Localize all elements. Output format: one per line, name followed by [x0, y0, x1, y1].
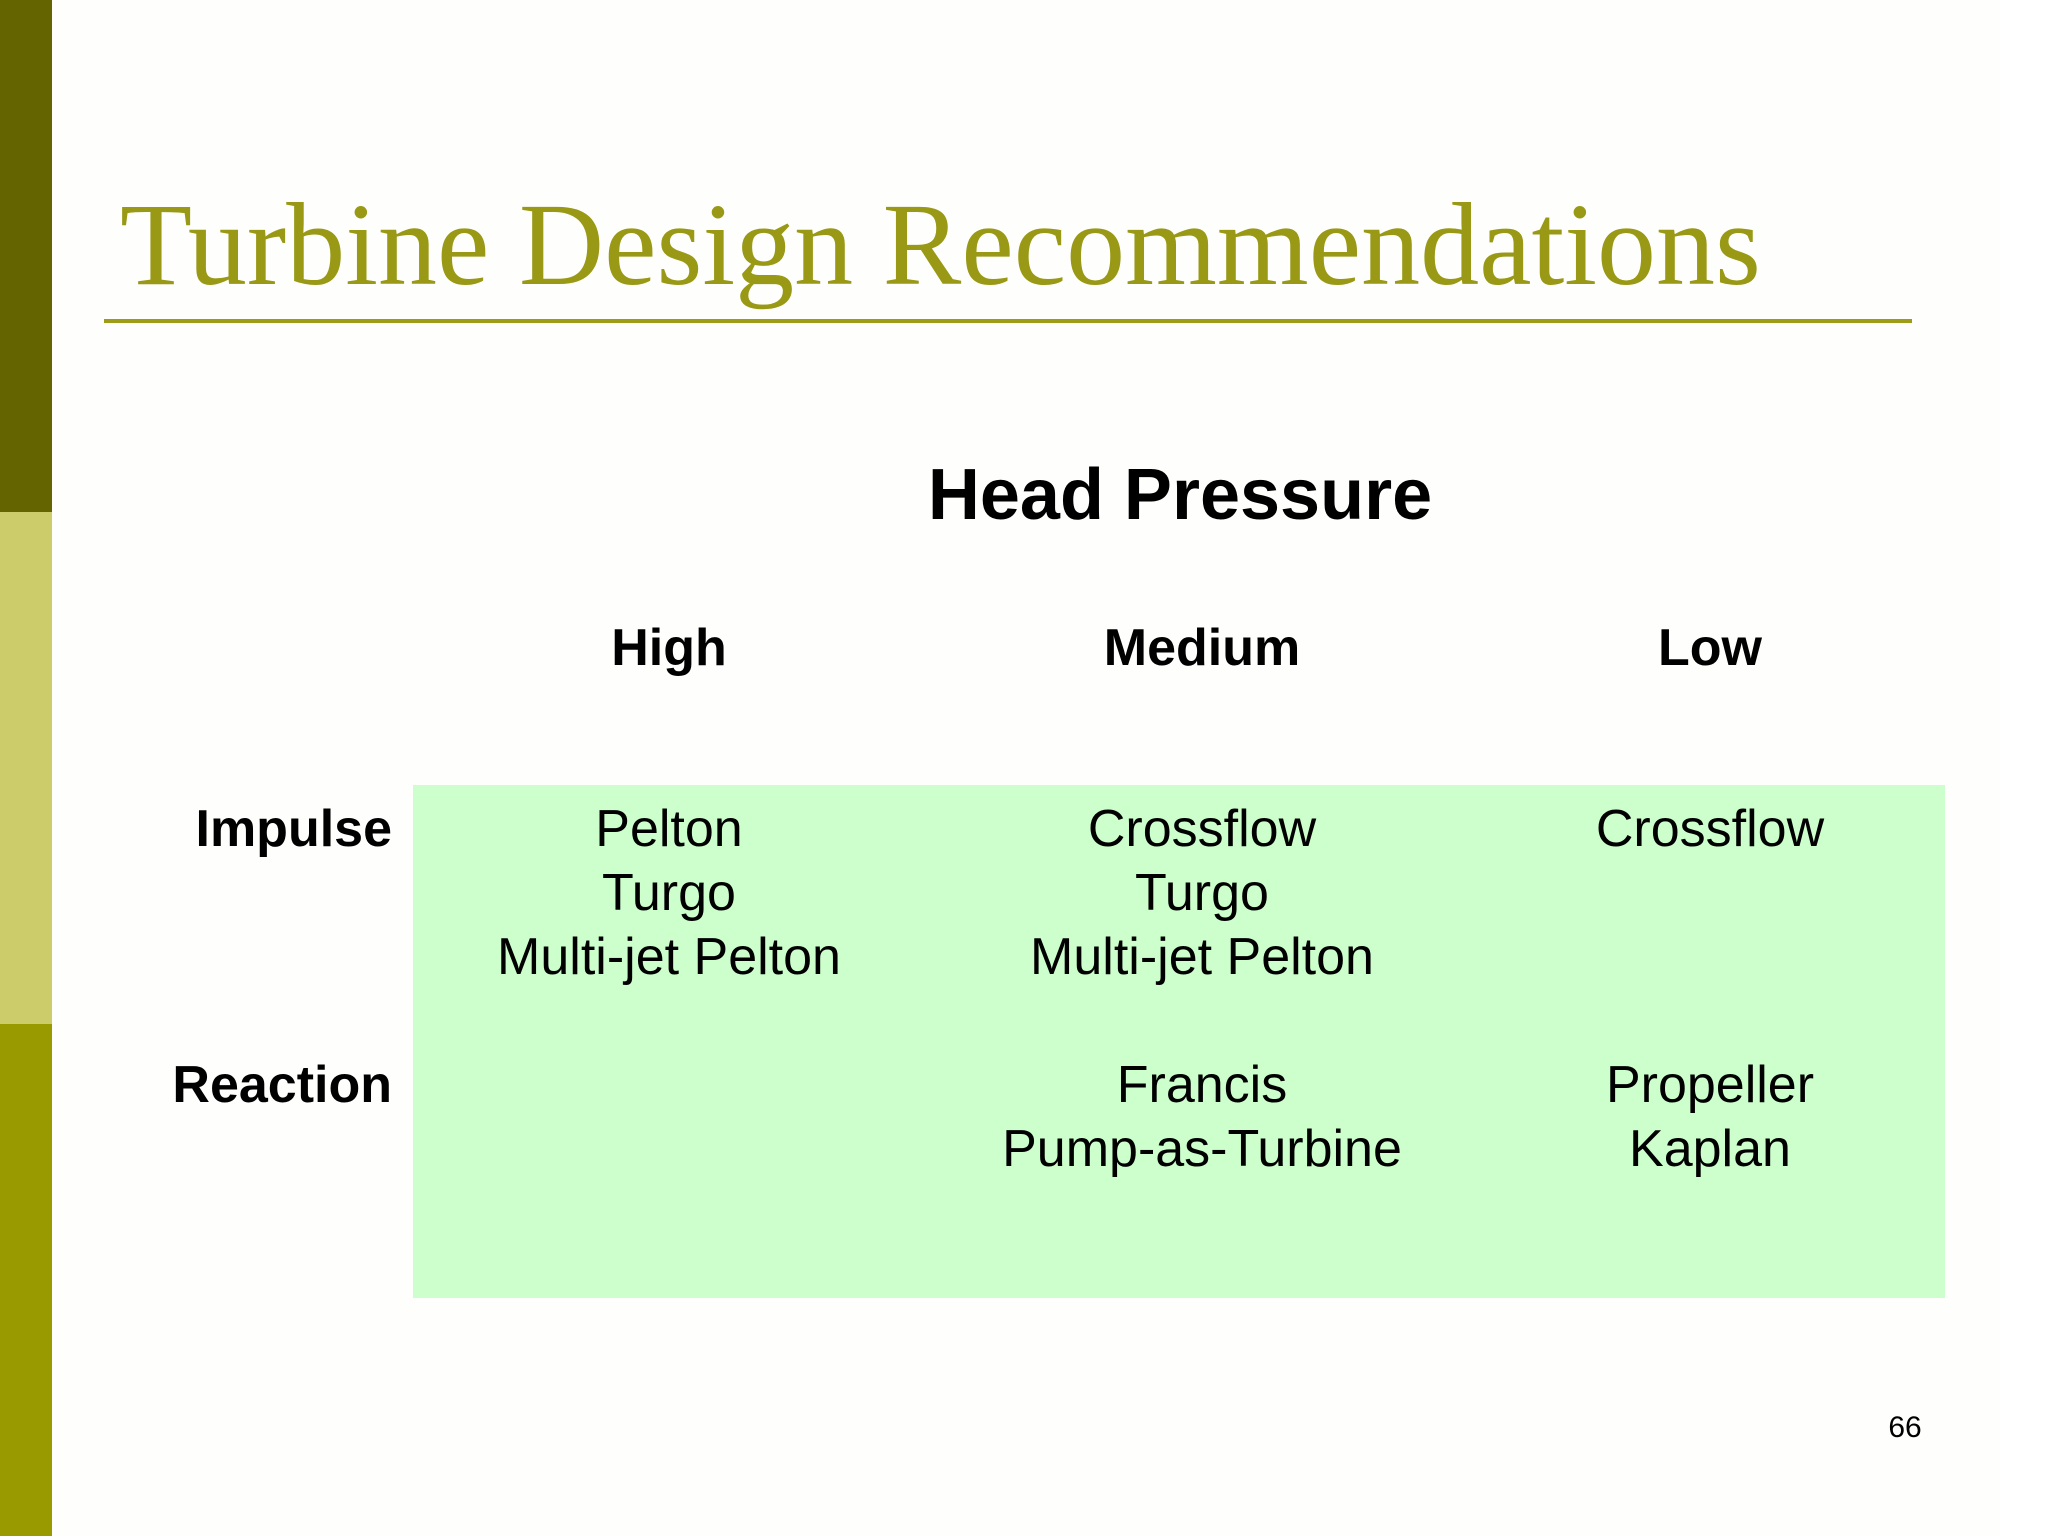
- column-header-low: Low: [1658, 619, 1762, 677]
- cell-impulse-high: [414, 797, 924, 989]
- column-header-medium: Medium: [1103, 619, 1301, 677]
- sidebar-bar-middle: [0, 512, 52, 1024]
- sidebar-bar-bottom: [0, 1024, 52, 1536]
- turbine-name: Kaplan: [1629, 1120, 1791, 1178]
- sidebar-bar-top: [0, 0, 52, 512]
- row-label-impulse: Impulse: [195, 800, 392, 858]
- page-number: 66: [1888, 1411, 1922, 1444]
- turbine-name: Pump-as-Turbine: [1002, 1120, 1402, 1178]
- title-underline: [104, 319, 1912, 323]
- cell-reaction-low: [1455, 1053, 1965, 1181]
- turbine-name: Francis: [1116, 1056, 1288, 1114]
- cell-impulse-medium: [947, 797, 1457, 989]
- column-header-high: High: [611, 619, 727, 677]
- cell-impulse-low: [1455, 797, 1965, 861]
- turbine-name: Turgo: [1135, 864, 1269, 922]
- cell-reaction-medium: [947, 1053, 1457, 1181]
- turbine-name: Crossflow: [1595, 800, 1825, 858]
- turbine-name: Pelton: [595, 800, 743, 858]
- turbine-name: Multi-jet Pelton: [1030, 928, 1374, 986]
- table-heading: Head Pressure: [927, 455, 1433, 535]
- turbine-name: Multi-jet Pelton: [497, 928, 841, 986]
- turbine-name: Crossflow: [1087, 800, 1317, 858]
- turbine-name: Propeller: [1605, 1056, 1815, 1114]
- row-label-reaction: Reaction: [172, 1056, 392, 1114]
- slide-title: Turbine Design Recommendations: [120, 179, 1761, 310]
- turbine-name: Turgo: [602, 864, 736, 922]
